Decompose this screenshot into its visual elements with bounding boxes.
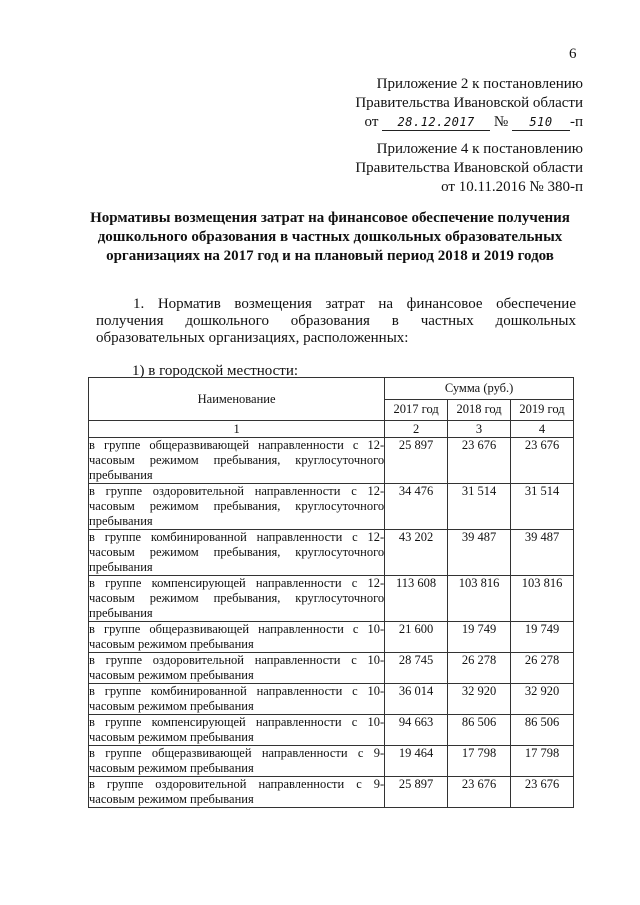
description-line: в группе оздоровительной направленности с 9- [89, 777, 385, 791]
page-number: 6 [569, 46, 577, 62]
handwritten-number: 510 [512, 115, 570, 131]
row-description [89, 438, 385, 484]
row-description [89, 530, 385, 576]
paragraph-1 [96, 296, 576, 347]
row-description [89, 484, 385, 530]
header-name: Наименование [89, 378, 385, 421]
amount-cell: 19 749 [448, 622, 511, 653]
amount-cell: 86 506 [448, 715, 511, 746]
title-line: дошкольного образования в частных дошкольных образовательных [97, 229, 563, 245]
description-line: в группе общеразвивающей направленности с 9- [89, 746, 385, 760]
amount-cell: 34 476 [385, 484, 448, 530]
description-line: часовым режимом пребывания [89, 761, 254, 775]
table-row [89, 684, 574, 715]
description-line: часовым режимом пребывания, круглосуточного [89, 591, 385, 605]
amount-cell: 23 676 [511, 438, 574, 484]
paragraph-line: получения дошкольного образования в частных дошкольных [96, 313, 576, 329]
description-line: часовым режимом пребывания [89, 699, 254, 713]
amount-cell: 103 816 [448, 576, 511, 622]
description-line: в группе компенсирующей направленности с 12- [89, 576, 385, 590]
amount-cell: 113 608 [385, 576, 448, 622]
appendix-line: Приложение 4 к постановлению [376, 141, 583, 157]
appendix-line: Приложение 2 к постановлению [376, 76, 583, 92]
appendix-date-line [355, 113, 583, 132]
amount-cell: 25 897 [385, 438, 448, 484]
table-row [89, 653, 574, 684]
description-line: в группе оздоровительной направленности с 12- [89, 484, 385, 498]
norms-table [88, 377, 574, 808]
table-row [89, 746, 574, 777]
header-year: 2019 год [511, 399, 574, 421]
amount-cell: 19 749 [511, 622, 574, 653]
column-number: 4 [511, 421, 574, 438]
document-title [80, 209, 580, 266]
amount-cell: 32 920 [448, 684, 511, 715]
description-line: часовым режимом пребывания, круглосуточного [89, 545, 385, 559]
description-line: в группе общеразвивающей направленности с 12- [89, 438, 385, 452]
column-number: 1 [89, 421, 385, 438]
table-row [89, 576, 574, 622]
description-line: в группе оздоровительной направленности с 10- [89, 653, 385, 667]
appendix-line: Правительства Ивановской области [355, 160, 583, 176]
table-row [89, 484, 574, 530]
amount-cell: 28 745 [385, 653, 448, 684]
amount-cell: 21 600 [385, 622, 448, 653]
table-row [89, 622, 574, 653]
handwritten-date: 28.12.2017 [382, 115, 490, 131]
description-line: в группе общеразвивающей направленности с 10- [89, 622, 385, 636]
row-description [89, 622, 385, 653]
amount-cell: 25 897 [385, 777, 448, 808]
table-row [89, 777, 574, 808]
header-year: 2017 год [385, 399, 448, 421]
table-body [89, 438, 574, 808]
table-row [89, 715, 574, 746]
amount-cell: 31 514 [511, 484, 574, 530]
header-sum: Сумма (руб.) [385, 378, 574, 400]
description-line: в группе комбинированной направленности с 10- [89, 684, 385, 698]
row-description [89, 777, 385, 808]
section-subheading: 1) в городской местности: [132, 363, 299, 379]
description-line: пребывания [89, 468, 153, 482]
amount-cell: 39 487 [448, 530, 511, 576]
amount-cell: 26 278 [448, 653, 511, 684]
description-line: пребывания [89, 514, 153, 528]
description-line: в группе комбинированной направленности с 12- [89, 530, 385, 544]
date-prefix: от [364, 114, 379, 130]
description-line: часовым режимом пребывания [89, 668, 254, 682]
description-line: часовым режимом пребывания [89, 792, 254, 806]
row-description [89, 746, 385, 777]
paragraph-line: образовательных организациях, расположенных: [96, 330, 409, 346]
amount-cell: 86 506 [511, 715, 574, 746]
description-line: пребывания [89, 560, 153, 574]
table-row [89, 438, 574, 484]
amount-cell: 19 464 [385, 746, 448, 777]
description-line: в группе компенсирующей направленности с 10- [89, 715, 385, 729]
description-line: часовым режимом пребывания, круглосуточного [89, 453, 385, 467]
title-line: организациях на 2017 год и на плановый период 2018 и 2019 годов [106, 248, 554, 264]
amount-cell: 17 798 [511, 746, 574, 777]
amount-cell: 17 798 [448, 746, 511, 777]
appendix-header-new [355, 75, 583, 132]
amount-cell: 94 663 [385, 715, 448, 746]
amount-cell: 43 202 [385, 530, 448, 576]
amount-cell: 36 014 [385, 684, 448, 715]
description-line: часовым режимом пребывания, круглосуточного [89, 499, 385, 513]
row-description [89, 653, 385, 684]
amount-cell: 31 514 [448, 484, 511, 530]
column-number: 2 [385, 421, 448, 438]
title-line: Нормативы возмещения затрат на финансовое обеспечение получения [90, 210, 570, 226]
paragraph-line: 1. Норматив возмещения затрат на финансовое обеспечение [133, 296, 576, 312]
amount-cell: 103 816 [511, 576, 574, 622]
amount-cell: 26 278 [511, 653, 574, 684]
amount-cell: 32 920 [511, 684, 574, 715]
column-number: 3 [448, 421, 511, 438]
appendix-line: от 10.11.2016 № 380-п [441, 179, 583, 195]
description-line: часовым режимом пребывания [89, 637, 254, 651]
number-prefix: № [493, 114, 509, 130]
amount-cell: 23 676 [448, 777, 511, 808]
description-line: пребывания [89, 606, 153, 620]
amount-cell: 23 676 [511, 777, 574, 808]
table-row [89, 530, 574, 576]
number-suffix: -п [569, 114, 583, 130]
appendix-line: Правительства Ивановской области [355, 95, 583, 111]
row-description [89, 684, 385, 715]
row-description [89, 715, 385, 746]
description-line: часовым режимом пребывания [89, 730, 254, 744]
header-year: 2018 год [448, 399, 511, 421]
amount-cell: 23 676 [448, 438, 511, 484]
amount-cell: 39 487 [511, 530, 574, 576]
row-description [89, 576, 385, 622]
appendix-header-old [355, 140, 583, 197]
